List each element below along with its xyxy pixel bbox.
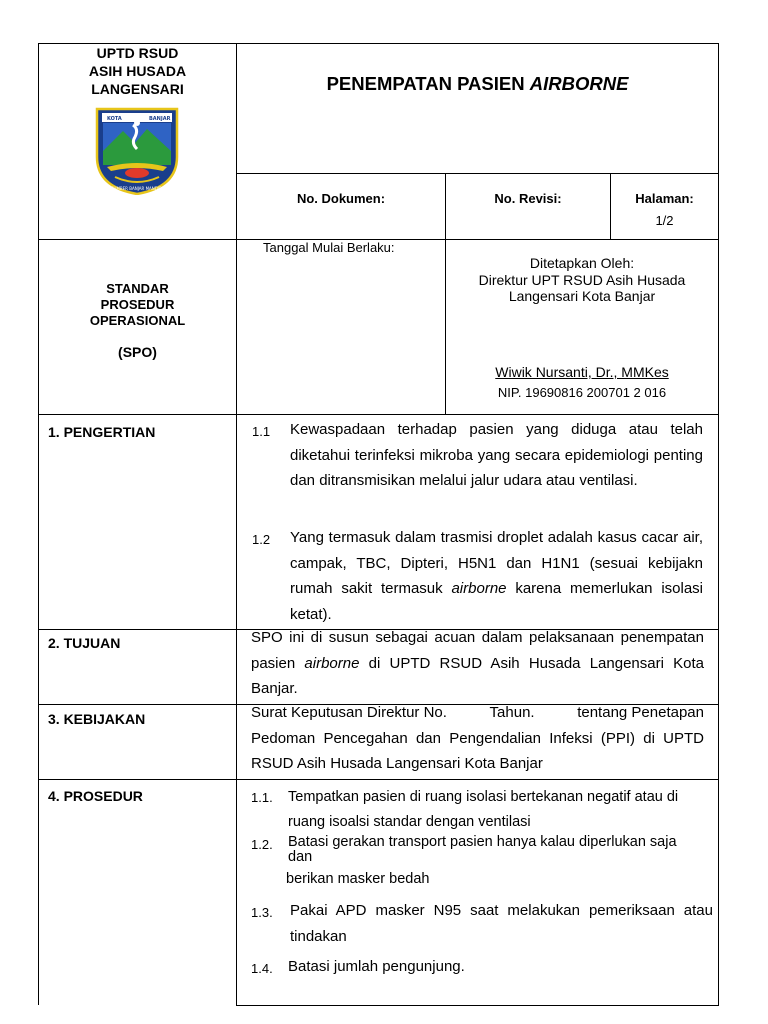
no-revisi-label: No. Revisi: [494, 191, 562, 206]
title-text: PENEMPATAN PASIEN [326, 73, 525, 94]
halaman-value: 1/2 [655, 213, 674, 228]
row-divider-spo [38, 414, 719, 415]
document-title [237, 73, 718, 95]
institution-line-3: LANGENSARI [91, 81, 184, 97]
spo-abbr: (SPO) [118, 344, 157, 360]
kota-banjar-logo [93, 107, 181, 195]
heading-pengertian: 1. PENGERTIAN [48, 424, 156, 440]
prosedur-step-3: Pakai APD masker N95 saat melakukan pemeriksaan atau tindakan [290, 902, 713, 945]
row-divider-bottom-right [236, 1005, 719, 1006]
institution-line-2: ASIH HUSADA [88, 63, 187, 79]
heading-kebijakan: 3. KEBIJAKAN [48, 711, 146, 727]
row-divider-kebijakan [38, 779, 719, 780]
signatory-name: Wiwik Nursanti, Dr., MMKes [495, 364, 669, 380]
pengertian-para-2: Yang termasuk dalam trasmisi droplet adalah kasus cacar air, campak, TBC, Dipteri, H5N1 dan H1N1 (sesuai kebijakn rumah sakit termasuk airborne karena memerlukan isolasi ketat). [290, 529, 704, 623]
frame-right [718, 43, 719, 1006]
pengertian-num-2: 1.2 [252, 532, 271, 547]
signatory-nip: NIP. 19690816 200701 2 016 [497, 385, 667, 400]
ditetapkan-line-3: Langensari Kota Banjar [508, 288, 656, 304]
spo-title-line-1: STANDAR [106, 281, 169, 296]
prosedur-num-2: 1.2. [251, 837, 273, 852]
row-divider-title [236, 173, 719, 174]
prosedur-step-2-cont: dan [288, 849, 313, 865]
ditetapkan-line-1: Ditetapkan Oleh: [529, 255, 635, 271]
col-divider [236, 43, 237, 1006]
institution-line-1: UPTD RSUD [96, 45, 179, 61]
col-divider-halaman [610, 173, 611, 240]
institution-name [39, 44, 236, 98]
prosedur-step-2: Batasi gerakan transport pasien hanya kalau diperlukan saja [288, 834, 677, 850]
heading-prosedur: 4. PROSEDUR [48, 788, 143, 804]
prosedur-num-1: 1.1. [251, 790, 273, 805]
prosedur-num-4: 1.4. [251, 961, 273, 976]
kebijakan-line-1: Surat Keputusan Direktur No. Tahun. tentang Penetapan [251, 704, 704, 721]
ditetapkan-line-2: Direktur UPT RSUD Asih Husada [478, 271, 686, 288]
halaman-label: Halaman: [635, 191, 694, 206]
prosedur-step-2-cont-2: berikan masker bedah [286, 871, 430, 887]
tujuan-text: SPO ini di susun sebagai acuan dalam pelaksanaan penempatan pasien airborne di UPTD RSUD Asih Husada Langensari Kota Banjar. [251, 629, 704, 697]
spo-title-line-2: PROSEDUR [100, 297, 175, 312]
spo-title [39, 281, 236, 329]
title-italic: AIRBORNE [529, 73, 629, 94]
logo-text-right: BANJAR [149, 116, 171, 122]
kebijakan-text: Pedoman Pencegahan dan Pengendalian Infeksi (PPI) di UPTD RSUD Asih Husada Langensari Kota Banjar [251, 729, 704, 772]
ditetapkan-block [446, 255, 718, 305]
prosedur-num-3: 1.3. [251, 905, 273, 920]
logo-motto: SUMBER BANJAR MANDIRI [110, 186, 164, 191]
heading-tujuan: 2. TUJUAN [48, 635, 121, 651]
frame-left [38, 43, 39, 1005]
prosedur-step-1: Tempatkan pasien di ruang isolasi bertekanan negatif atau di ruang isoalsi standar dengan ventilasi [288, 789, 679, 830]
tanggal-mulai-label: Tanggal Mulai Berlaku: [263, 240, 395, 255]
spo-title-line-3: OPERASIONAL [89, 313, 186, 328]
no-dokumen-label: No. Dokumen: [296, 191, 386, 206]
pengertian-para-1: Kewaspadaan terhadap pasien yang diduga atau telah diketahui terinfeksi mikroba yang secara epidemiologi penting dan ditransmisikan melalui jalur udara atau ventilasi. [290, 421, 703, 489]
pengertian-num-1: 1.1 [252, 424, 271, 439]
logo-text-left: KOTA [107, 116, 122, 122]
prosedur-step-4: Batasi jumlah pengunjung. [288, 958, 465, 975]
